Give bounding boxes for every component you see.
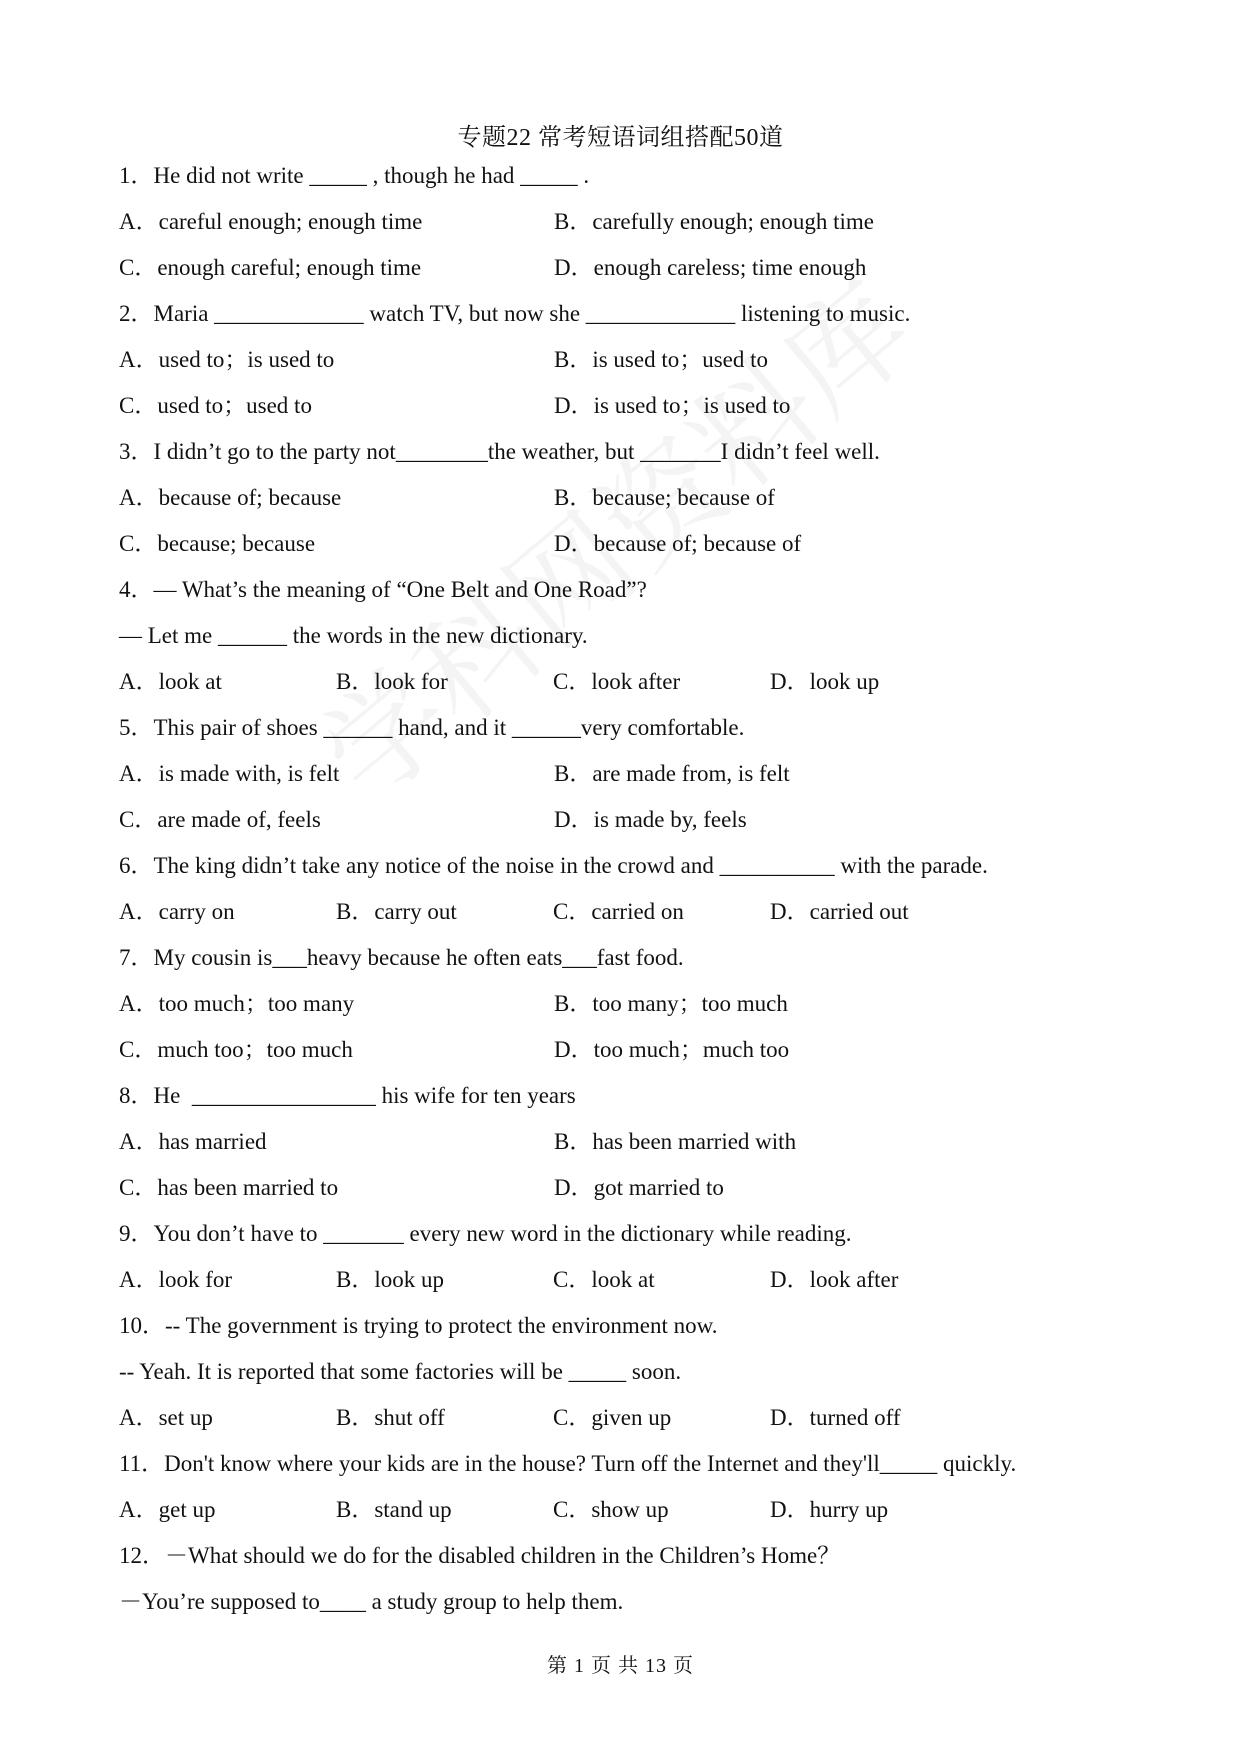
page-title: 专题22 常考短语词组搭配50道	[457, 125, 784, 151]
question-stem: 11．Don't know where your kids are in the house? Turn off the Internet and they'll_____ quickly.	[119, 1451, 1017, 1476]
answer-option: B．is used to；used to	[554, 347, 769, 372]
options-row	[119, 669, 1119, 715]
options-row	[119, 485, 1119, 531]
answer-option: C．given up	[553, 1405, 672, 1430]
answer-option: A．get up	[119, 1497, 216, 1522]
question-dialogue-line: －You’re supposed to____ a study group to help them.	[119, 1589, 624, 1614]
answer-option: B．look for	[336, 669, 448, 694]
answer-option: A．is made with, is felt	[119, 761, 340, 786]
answer-option: A．look at	[119, 669, 222, 694]
options-row	[119, 209, 1119, 255]
options-row	[119, 393, 1119, 439]
question-stem: 12．－What should we do for the disabled children in the Children’s Home？	[119, 1543, 841, 1568]
answer-option: B．shut off	[336, 1405, 445, 1430]
options-row	[119, 531, 1119, 577]
answer-option: D．carried out	[770, 899, 909, 924]
answer-option: A．look for	[119, 1267, 233, 1292]
answer-option: D．is made by, feels	[554, 807, 747, 832]
answer-option: A．set up	[119, 1405, 213, 1430]
options-row	[119, 255, 1119, 301]
answer-option: B．because; because of	[554, 485, 775, 510]
question-dialogue-line: -- Yeah. It is reported that some factories will be _____ soon.	[119, 1359, 682, 1384]
answer-option: B．too many；too much	[554, 991, 788, 1016]
answer-option: C．used to；used to	[119, 393, 312, 418]
answer-option: C．has been married to	[119, 1175, 339, 1200]
question-stem: 6．The king didn’t take any notice of the noise in the crowd and __________ with the parade.	[119, 853, 988, 878]
answer-option: B．has been married with	[554, 1129, 797, 1154]
answer-option: D．turned off	[770, 1405, 901, 1430]
question-stem: 1．He did not write _____ , though he had _____ .	[119, 163, 590, 188]
answer-option: C．look after	[553, 669, 681, 694]
answer-option: A．because of; because	[119, 485, 342, 510]
options-row	[119, 991, 1119, 1037]
answer-option: B．carry out	[336, 899, 457, 924]
answer-option: C．carried on	[553, 899, 684, 924]
question-dialogue-line: — Let me ______ the words in the new dictionary.	[119, 623, 588, 648]
answer-option: C．show up	[553, 1497, 669, 1522]
answer-option: C．because; because	[119, 531, 316, 556]
answer-option: D．look after	[770, 1267, 899, 1292]
answer-option: A．careful enough; enough time	[119, 209, 423, 234]
question-stem: 8．He ________________ his wife for ten years	[119, 1083, 576, 1108]
answer-option: D．because of; because of	[554, 531, 802, 556]
question-stem: 7．My cousin is___heavy because he often eats___fast food.	[119, 945, 684, 970]
page-footer: 第 1 页 共 13 页	[547, 1655, 694, 1677]
question-stem: 5．This pair of shoes ______ hand, and it ______very comfortable.	[119, 715, 745, 740]
answer-option: D．got married to	[554, 1175, 724, 1200]
answer-option: C．enough careful; enough time	[119, 255, 422, 280]
options-row	[119, 1129, 1119, 1175]
answer-option: A．too much；too many	[119, 991, 355, 1016]
answer-option: B．carefully enough; enough time	[554, 209, 875, 234]
question-stem: 9．You don’t have to _______ every new word in the dictionary while reading.	[119, 1221, 852, 1246]
answer-option: B．stand up	[336, 1497, 452, 1522]
options-row	[119, 807, 1119, 853]
options-row	[119, 899, 1119, 945]
question-stem: 4．— What’s the meaning of “One Belt and One Road”?	[119, 577, 647, 602]
options-row	[119, 1267, 1119, 1313]
answer-option: D．too much；much too	[554, 1037, 790, 1062]
answer-option: C．much too；too much	[119, 1037, 353, 1062]
answer-option: D．hurry up	[770, 1497, 889, 1522]
answer-option: D．enough careless; time enough	[554, 255, 867, 280]
options-row	[119, 1405, 1119, 1451]
answer-option: D．look up	[770, 669, 880, 694]
answer-option: C．look at	[553, 1267, 655, 1292]
options-row	[119, 1037, 1119, 1083]
answer-option: B．are made from, is felt	[554, 761, 790, 786]
answer-option: A．has married	[119, 1129, 267, 1154]
question-stem: 10．-- The government is trying to protect the environment now.	[119, 1313, 718, 1338]
options-row	[119, 1497, 1119, 1543]
options-row	[119, 347, 1119, 393]
question-stem: 3．I didn’t go to the party not________the weather, but _______I didn’t feel well.	[119, 439, 880, 464]
answer-option: D．is used to；is used to	[554, 393, 791, 418]
options-row	[119, 761, 1119, 807]
question-list	[119, 163, 1119, 1635]
options-row	[119, 1175, 1119, 1221]
answer-option: A．used to；is used to	[119, 347, 335, 372]
answer-option: A．carry on	[119, 899, 235, 924]
question-stem: 2．Maria _____________ watch TV, but now she _____________ listening to music.	[119, 301, 911, 326]
answer-option: B．look up	[336, 1267, 444, 1292]
answer-option: C．are made of, feels	[119, 807, 321, 832]
